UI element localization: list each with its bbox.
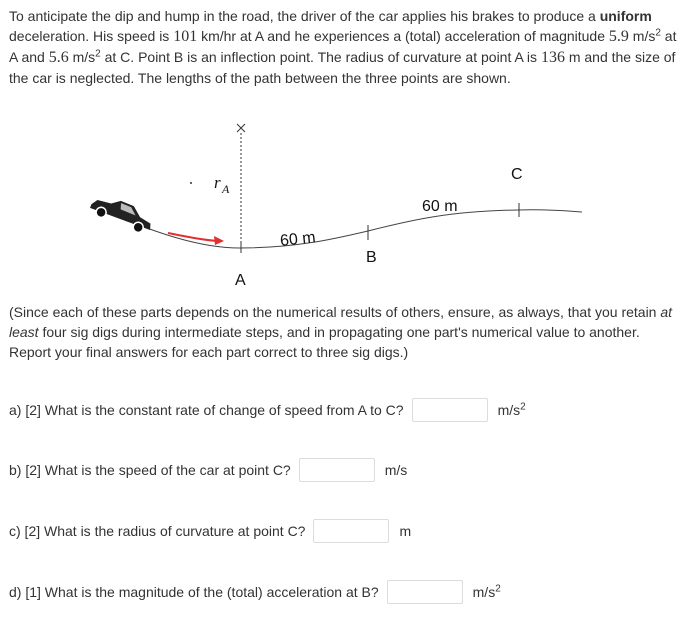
- answer-d-input[interactable]: [387, 580, 463, 604]
- accel-a-value: 5.9: [608, 28, 629, 45]
- road-path: [96, 209, 582, 248]
- problem-text: km/hr at A and he experiences a (total) acceleration of magnitude: [197, 28, 609, 44]
- emphasis-uniform: uniform: [599, 8, 652, 24]
- question-b-text: b) [2] What is the speed of the car at point C?: [9, 462, 291, 478]
- distance-bc-label: 60 m: [422, 198, 458, 215]
- answer-b-input[interactable]: [299, 458, 375, 482]
- accel-c-value: 5.6: [48, 49, 69, 66]
- question-d: [9, 580, 501, 604]
- label-c: C: [511, 166, 523, 183]
- distance-ab-label: 60 m: [279, 229, 317, 250]
- dot-marker: [190, 182, 192, 184]
- radius-value: 136: [540, 49, 565, 66]
- unit-text: m/s: [68, 49, 96, 65]
- question-b: [9, 458, 407, 482]
- problem-text: To anticipate the dip and hump in the road, the driver of the car applies his brakes to produce a: [9, 8, 600, 24]
- instructions-note: [9, 302, 677, 362]
- unit-text: m/s: [628, 28, 656, 44]
- note-emphasis: at least: [9, 304, 673, 340]
- label-ra-subscript: A: [222, 182, 230, 196]
- answer-c-unit: m: [399, 523, 412, 539]
- question-a: [9, 398, 526, 422]
- problem-statement: [9, 6, 677, 88]
- answer-a-input[interactable]: [412, 398, 488, 422]
- road-diagram-svg: [78, 93, 600, 291]
- speed-value: 101: [173, 28, 198, 45]
- question-d-text: d) [1] What is the magnitude of the (total) acceleration at B?: [9, 584, 379, 600]
- answer-c-input[interactable]: [313, 519, 389, 543]
- answer-a-unit: $m/s^2$: [497, 401, 526, 418]
- label-ra: r: [214, 173, 221, 192]
- question-c-text: c) [2] What is the radius of curvature at point C?: [9, 523, 306, 539]
- superscript: 2: [655, 27, 661, 39]
- question-c: [9, 519, 411, 543]
- question-a-text: a) [2] What is the constant rate of change of speed from A to C?: [9, 402, 404, 418]
- superscript: 2: [95, 48, 101, 60]
- center-of-curvature-marker: [237, 124, 245, 132]
- answer-d-unit: $m/s^2$: [472, 583, 501, 600]
- problem-text: at C. Point B is an inflection point. The radius of curvature at point A is: [100, 49, 541, 65]
- car-icon: [88, 191, 156, 236]
- road-diagram: [78, 93, 600, 291]
- problem-text: m and the size of the car is neglected. The lengths of the path between the three points are shown.: [9, 49, 676, 86]
- note-text: (Since each of these parts depends on the numerical results of others, ensure, as always, that you retain: [9, 304, 661, 320]
- problem-text: deceleration. His speed is: [9, 28, 174, 44]
- answer-b-unit: m/s: [384, 462, 408, 478]
- label-b: B: [366, 249, 377, 266]
- problem-text: at A and: [9, 28, 677, 65]
- note-text: four sig digs during intermediate steps, and in propagating one part's numerical value to another. Report your final answers for each part correct to three sig digs.): [9, 324, 640, 360]
- label-a: A: [235, 272, 246, 289]
